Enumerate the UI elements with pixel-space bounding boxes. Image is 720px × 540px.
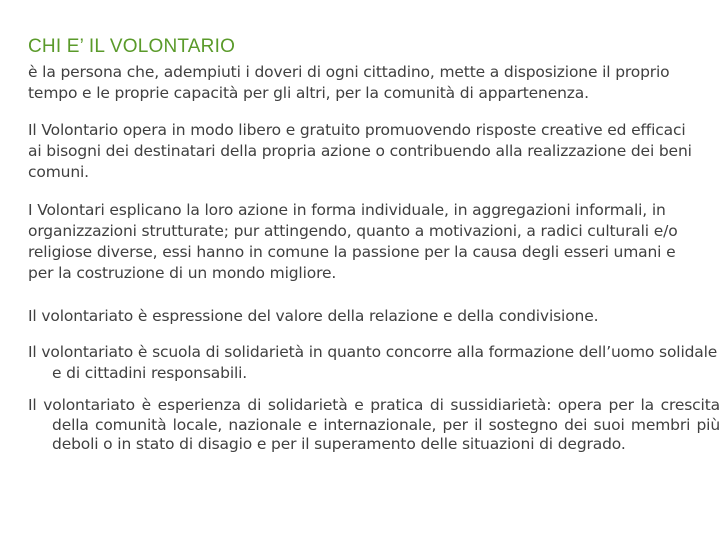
- paragraph-forms: I Volontari esplicano la loro azione in forma individuale, in aggregazioni informali, in organizzazioni strutturate; pur attingendo, quanto a motivazioni, a radici culturali e/o religiose diverse, essi hanno in comune la passione per la causa degli esseri umani e per la costruzione di un mondo migliore.: [28, 201, 678, 282]
- paragraph-definition: è la persona che, adempiuti i doveri di ogni cittadino, mette a disposizione il proprio tempo e le proprie capacità per gli altri, per la comunità di appartenenza.: [28, 63, 670, 102]
- paragraph-school: Il volontariato è scuola di solidarietà in quanto concorre alla formazione dell’uomo solidale e di cittadini responsabili.: [28, 343, 718, 382]
- paragraph-experience: Il volontariato è esperienza di solidarietà e pratica di sussidiarietà: opera per la crescita della comunità locale, nazionale e internazionale, per il sostegno dei suoi membri più deboli o in stato di disagio e per il superamento delle situazioni di degrado.: [28, 396, 720, 453]
- paragraph-free-action: Il Volontario opera in modo libero e gratuito promuovendo risposte creative ed efficaci ai bisogni dei destinatari della propria azione o contribuendo alla realizzazione dei beni comuni.: [28, 121, 692, 181]
- slide-title: CHI E’ IL VOLONTARIO: [28, 36, 236, 57]
- paragraph-relation: Il volontariato è espressione del valore della relazione e della condivisione.: [28, 307, 599, 325]
